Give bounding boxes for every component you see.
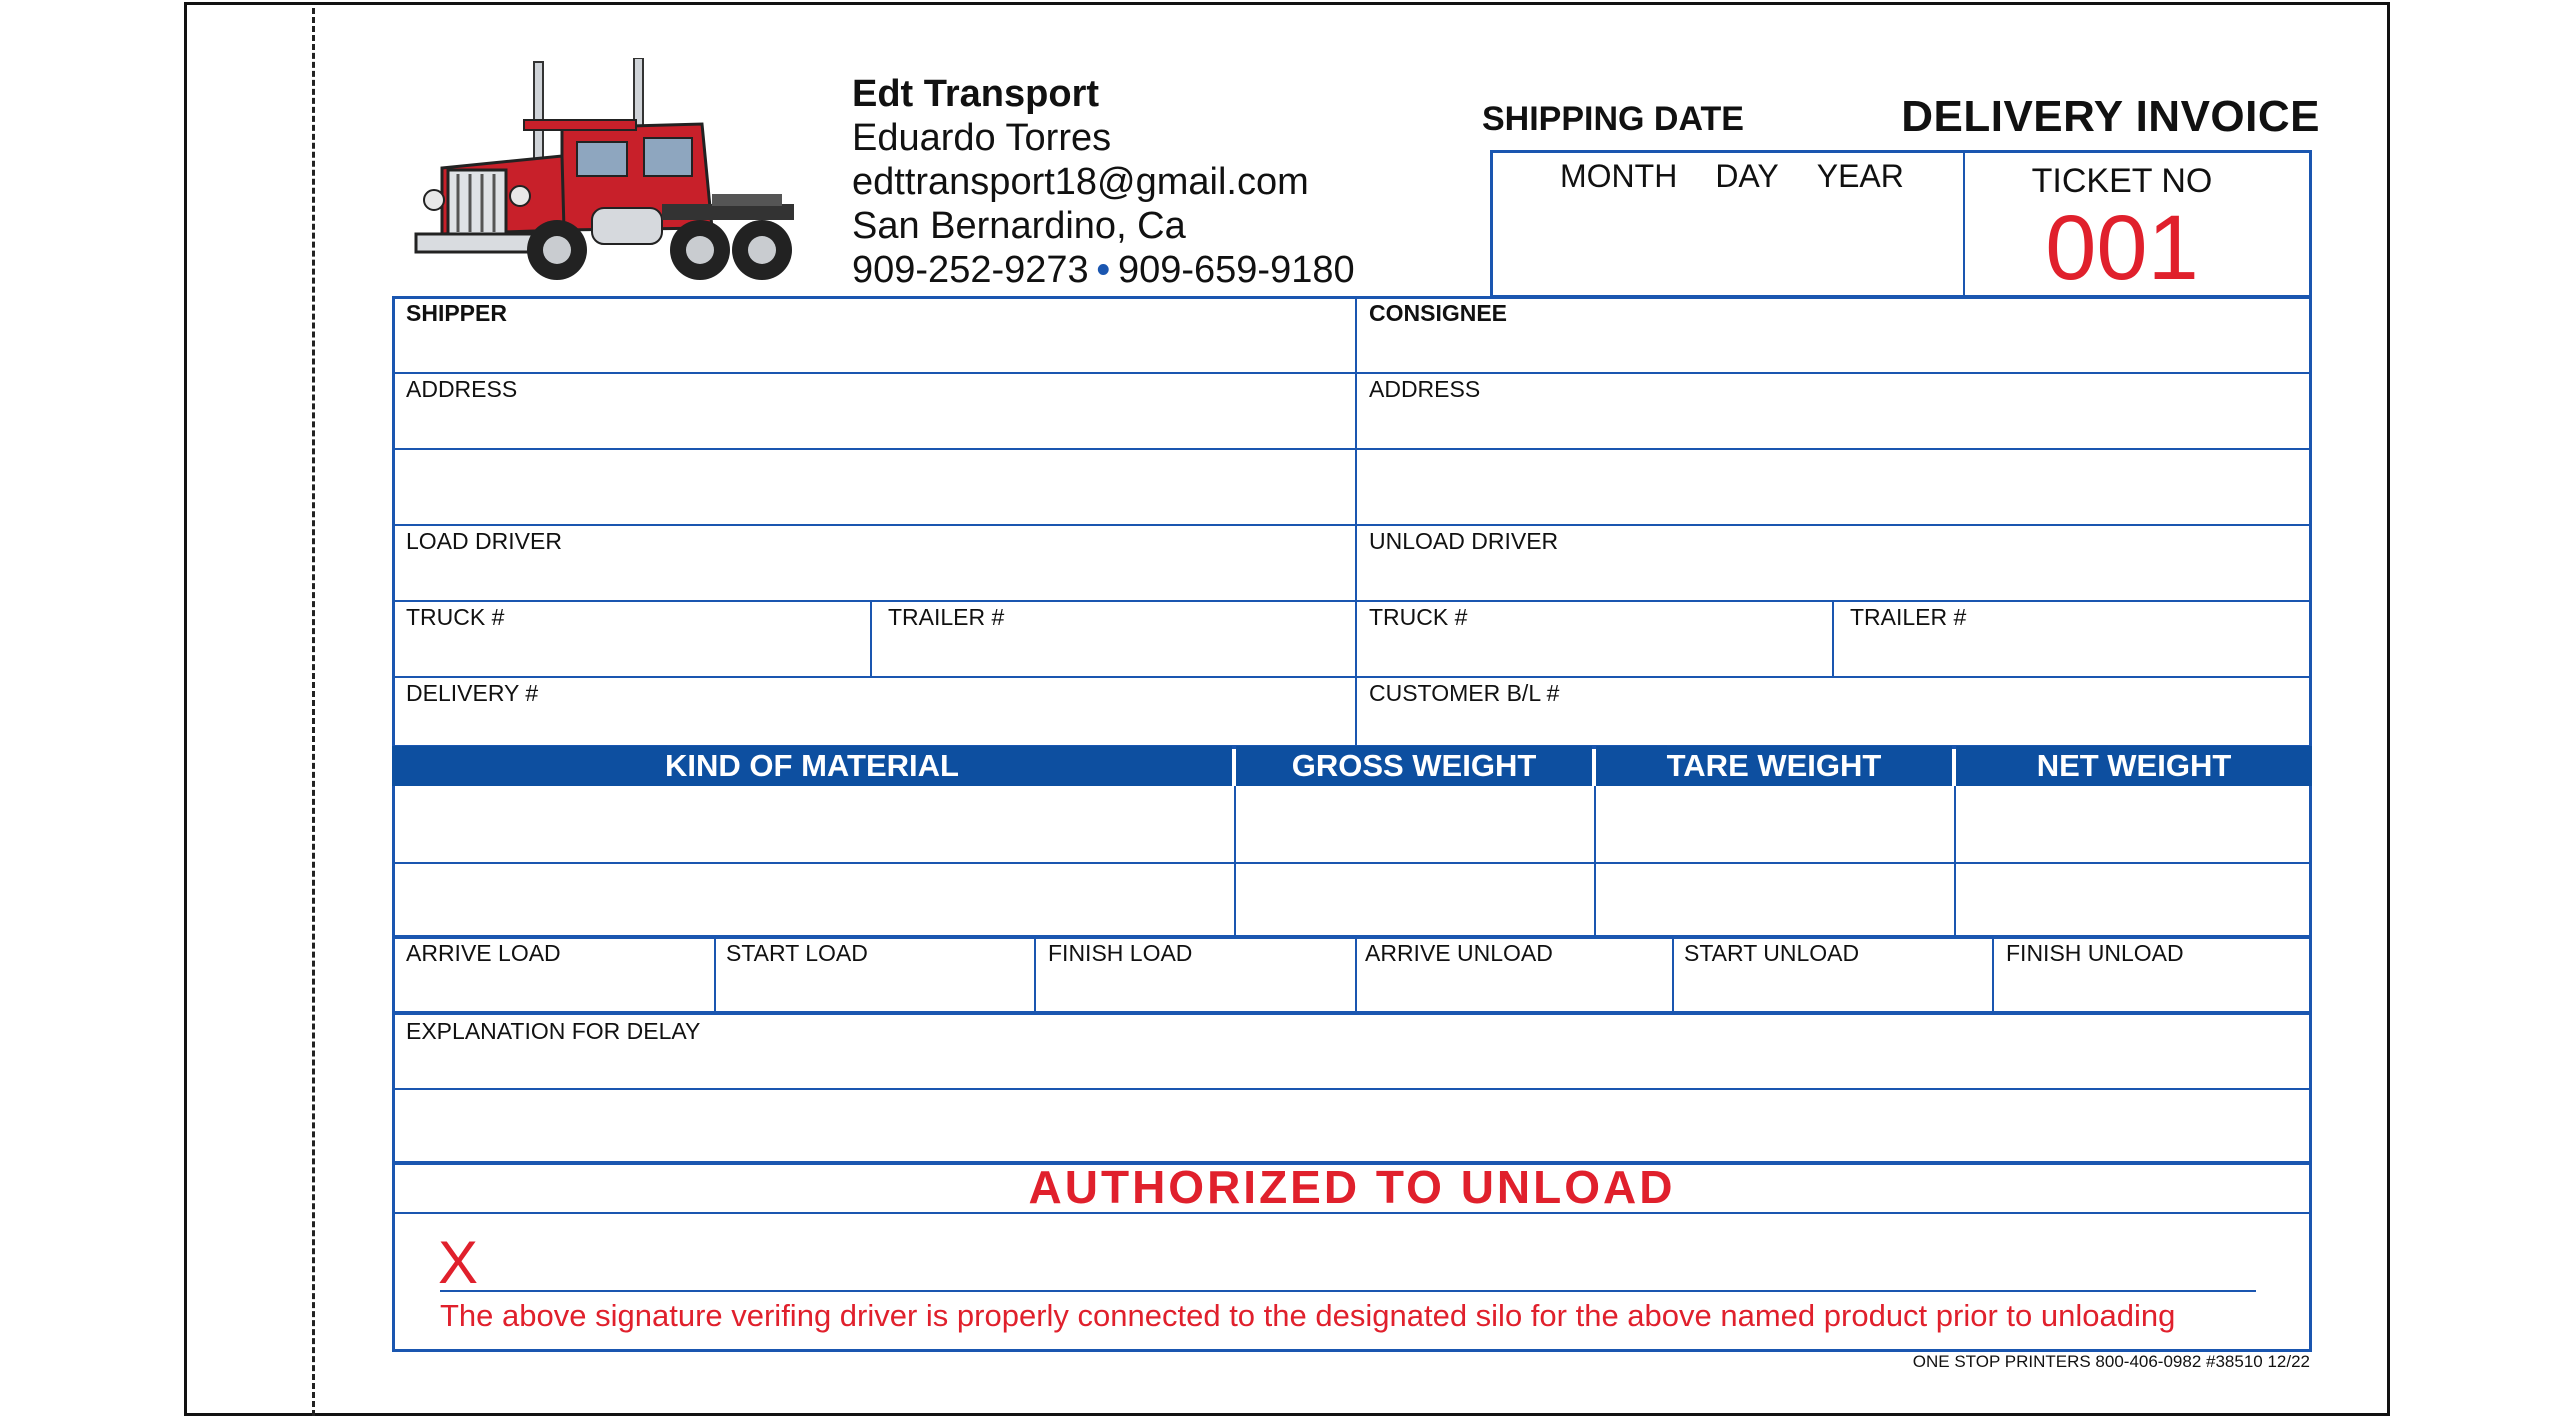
perforation-line	[312, 8, 315, 1416]
time-divider	[1355, 936, 1357, 1014]
time-divider	[1034, 936, 1036, 1014]
date-day-label: DAY	[1715, 158, 1779, 194]
load-truck-field[interactable]: TRUCK #	[406, 604, 505, 630]
tare-weight-header: TARE WEIGHT	[1596, 746, 1952, 786]
consignee-address-field[interactable]: ADDRESS	[1369, 376, 1481, 402]
material-header: KIND OF MATERIAL	[392, 746, 1232, 786]
printer-footer: ONE STOP PRINTERS 800-406-0982 #38510 12/22	[1912, 1352, 2310, 1371]
unload-truck-field[interactable]: TRUCK #	[1369, 604, 1468, 630]
row-line	[392, 600, 2312, 602]
material-col-divider	[1954, 786, 1956, 938]
signature-x-mark: X	[438, 1229, 479, 1296]
invoice-title: DELIVERY INVOICE	[1901, 92, 2320, 141]
delay-row-line	[392, 1088, 2312, 1090]
delay-explanation-field[interactable]: EXPLANATION FOR DELAY	[406, 1018, 701, 1044]
company-name: Edt Transport	[852, 73, 1100, 115]
row-line	[392, 372, 2312, 374]
company-phones	[852, 248, 1355, 292]
gross-weight-header: GROSS WEIGHT	[1236, 746, 1592, 786]
date-year-label: YEAR	[1816, 158, 1904, 194]
material-col-divider	[1234, 786, 1236, 938]
truck-trailer-divider-right	[1832, 600, 1834, 676]
start-unload-field[interactable]: START UNLOAD	[1684, 940, 1860, 966]
consignee-field[interactable]: CONSIGNEE	[1369, 300, 1508, 326]
row-line	[392, 524, 2312, 526]
start-load-field[interactable]: START LOAD	[726, 940, 868, 966]
load-driver-field[interactable]: LOAD DRIVER	[406, 528, 562, 554]
material-col-divider	[1594, 786, 1596, 938]
semi-truck-icon	[412, 58, 802, 288]
customer-bl-field[interactable]: CUSTOMER B/L #	[1369, 680, 1560, 706]
signature-line[interactable]	[440, 1290, 2256, 1292]
phone-1: 909-252-9273	[852, 249, 1089, 291]
shipping-date-field[interactable]	[1560, 158, 1942, 195]
phone-2: 909-659-9180	[1117, 249, 1355, 291]
party-center-divider	[1355, 296, 1357, 748]
shipper-field[interactable]: SHIPPER	[406, 300, 507, 326]
truck-trailer-divider-left	[870, 600, 872, 676]
shipper-address-field[interactable]: ADDRESS	[406, 376, 518, 402]
unload-driver-field[interactable]: UNLOAD DRIVER	[1369, 528, 1559, 554]
net-weight-header: NET WEIGHT	[1956, 746, 2312, 786]
company-info	[852, 72, 1355, 292]
finish-unload-field[interactable]: FINISH UNLOAD	[2006, 940, 2184, 966]
company-location: San Bernardino, Ca	[852, 205, 1186, 247]
company-owner: Eduardo Torres	[852, 117, 1112, 159]
row-line	[392, 676, 2312, 678]
unload-trailer-field[interactable]: TRAILER #	[1850, 604, 1967, 630]
arrive-unload-field[interactable]: ARRIVE UNLOAD	[1365, 940, 1553, 966]
arrive-load-field[interactable]: ARRIVE LOAD	[406, 940, 561, 966]
delivery-number-field[interactable]: DELIVERY #	[406, 680, 539, 706]
load-trailer-field[interactable]: TRAILER #	[888, 604, 1005, 630]
finish-load-field[interactable]: FINISH LOAD	[1048, 940, 1193, 966]
phone-separator: •	[1096, 249, 1110, 291]
company-email: edttransport18@gmail.com	[852, 161, 1309, 203]
time-divider	[1672, 936, 1674, 1014]
material-row-line	[392, 862, 2312, 864]
shipping-date-label: SHIPPING DATE	[1482, 100, 1744, 138]
party-info-box	[392, 296, 2312, 748]
authorization-statement: The above signature verifing driver is properly connected to the designated silo for the above named product prior to unloading	[440, 1298, 2176, 1333]
time-divider	[714, 936, 716, 1014]
time-divider	[1992, 936, 1994, 1014]
row-line	[392, 448, 2312, 450]
ticket-number: 001	[2045, 197, 2199, 299]
date-month-label: MONTH	[1560, 158, 1678, 194]
ticket-label: TICKET NO	[2031, 162, 2213, 200]
authorized-to-unload-title: AUTHORIZED TO UNLOAD	[1028, 1161, 1676, 1213]
